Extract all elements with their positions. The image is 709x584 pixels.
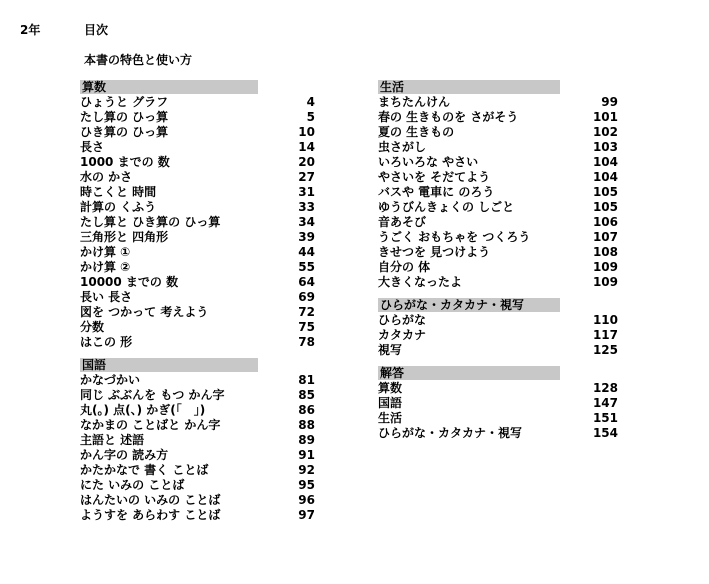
entry-page-number: 4 [306,95,315,109]
entry-title: なかまの ことばと かん字 [80,418,221,432]
toc-entry[interactable] [378,170,618,185]
entry-title: はんたいの いみの ことば [80,493,221,507]
entry-page-number: 64 [298,275,315,289]
entry-title: きせつを 見つけよう [378,245,491,259]
entry-page-number: 109 [592,260,618,274]
toc-entry[interactable] [378,125,618,140]
toc-entry[interactable] [378,245,618,260]
entry-page-number: 147 [592,396,618,410]
entry-page-number: 91 [298,448,315,462]
entry-page-number: 103 [592,140,618,154]
entry-page-number: 151 [592,411,618,425]
entry-page-number: 110 [592,313,618,327]
entry-page-number: 72 [298,305,315,319]
entry-title: 長さ [80,140,105,154]
toc-entry[interactable] [80,260,315,275]
grade-label: 2年 [20,23,41,37]
entry-title: 春の 生きものを さがそう [378,110,519,124]
right-column [378,80,618,441]
toc-entry[interactable] [80,403,315,418]
entry-title: 計算の くふう [80,200,157,214]
toc-entry[interactable] [378,275,618,290]
toc-entry[interactable] [378,230,618,245]
entry-title: 時こくと 時間 [80,185,157,199]
entry-page-number: 96 [298,493,315,507]
entry-page-number: 33 [298,200,315,214]
entry-title: かけ算 ② [80,260,131,274]
toc-entry[interactable] [80,373,315,388]
entry-page-number: 75 [298,320,315,334]
toc-entry[interactable] [80,200,315,215]
entry-title: にた いみの ことば [80,478,185,492]
entry-title: 同じ ぶぶんを もつ かん字 [80,388,225,402]
toc-entry[interactable] [80,170,315,185]
entry-page-number: 27 [298,170,315,184]
entry-page-number: 20 [298,155,315,169]
toc-entry[interactable] [80,493,315,508]
entry-title: 10000 までの 数 [80,275,179,289]
toc-entry[interactable] [378,426,618,441]
entry-page-number: 31 [298,185,315,199]
toc-entry[interactable] [80,448,315,463]
toc-entry[interactable] [80,508,315,523]
entry-title: 分数 [80,320,105,334]
entry-title: 図を つかって 考えよう [80,305,209,319]
entry-page-number: 108 [592,245,618,259]
entry-page-number: 88 [298,418,315,432]
toc-entry[interactable] [80,185,315,200]
entry-title: かけ算 ① [80,245,131,259]
entry-page-number: 104 [592,170,618,184]
toc-entry[interactable] [80,275,315,290]
entry-page-number: 101 [592,110,618,124]
toc-entry[interactable] [378,185,618,200]
entry-page-number: 92 [298,463,315,477]
entry-page-number: 109 [592,275,618,289]
toc-entry[interactable] [378,343,618,358]
section-heading: ひらがな・カタカナ・視写 [378,298,560,312]
toc-entry[interactable] [80,125,315,140]
toc-entry[interactable] [80,478,315,493]
entry-page-number: 95 [298,478,315,492]
entry-title: ひき算の ひっ算 [80,125,169,139]
entry-page-number: 97 [298,508,315,522]
entry-title: まちたんけん [378,95,451,109]
toc-section [80,358,315,523]
toc-entry[interactable] [378,155,618,170]
entry-page-number: 39 [298,230,315,244]
toc-entry[interactable] [378,328,618,343]
toc-entry[interactable] [80,215,315,230]
entry-page-number: 117 [592,328,618,342]
entry-page-number: 34 [298,215,315,229]
toc-entry[interactable] [378,396,618,411]
toc-section [378,366,618,441]
entry-page-number: 78 [298,335,315,349]
entry-page-number: 106 [592,215,618,229]
toc-entry[interactable] [378,110,618,125]
entry-title: 水の かさ [80,170,133,184]
entry-title: かなづかい [80,373,141,387]
toc-entry[interactable] [378,313,618,328]
toc-entry[interactable] [378,200,618,215]
toc-entry[interactable] [80,335,315,350]
entry-title: はこの 形 [80,335,133,349]
left-column [80,80,315,523]
toc-entry[interactable] [80,433,315,448]
entry-title: バスや 電車に のろう [378,185,495,199]
toc-entry[interactable] [80,463,315,478]
entry-title: 虫さがし [378,140,427,154]
entry-title: 1000 までの 数 [80,155,170,169]
toc-entry[interactable] [80,230,315,245]
entry-title: 夏の 生きもの [378,125,455,139]
toc-entry[interactable] [80,95,315,110]
entry-title: 自分の 体 [378,260,431,274]
entry-page-number: 69 [298,290,315,304]
entry-title: うごく おもちゃを つくろう [378,230,531,244]
entry-title: かん字の 読み方 [80,448,169,462]
entry-page-number: 105 [592,200,618,214]
entry-title: やさいを そだてよう [378,170,491,184]
entry-title: 視写 [378,343,403,357]
entry-page-number: 89 [298,433,315,447]
entry-page-number: 105 [592,185,618,199]
toc-entry[interactable] [80,110,315,125]
entry-page-number: 86 [298,403,315,417]
toc-entry[interactable] [80,320,315,335]
entry-title: 長い 長さ [80,290,133,304]
toc-entry[interactable] [80,155,315,170]
toc-section [378,80,618,290]
toc-entry[interactable] [80,290,315,305]
entry-page-number: 102 [592,125,618,139]
entry-page-number: 107 [592,230,618,244]
section-heading: 算数 [80,80,258,94]
page-title: 目次 [84,23,109,37]
toc-entry[interactable] [378,260,618,275]
toc-entry[interactable] [378,411,618,426]
entry-page-number: 55 [298,260,315,274]
entry-title: ようすを あらわす ことば [80,508,221,522]
entry-title: かたかなで 書く ことば [80,463,209,477]
entry-title: ひょうと グラフ [80,95,169,109]
toc-entry[interactable] [378,381,618,396]
entry-title: 算数 [378,381,403,395]
section-heading: 国語 [80,358,258,372]
entry-title: ひらがな [378,313,427,327]
toc-entry[interactable] [80,305,315,320]
intro-link[interactable]: 本書の特色と使い方 [84,53,193,67]
entry-title: ひらがな・カタカナ・視写 [378,426,523,440]
toc-section [378,298,618,358]
entry-page-number: 154 [592,426,618,440]
entry-title: いろいろな やさい [378,155,479,169]
entry-title: 三角形と 四角形 [80,230,169,244]
section-heading: 生活 [378,80,560,94]
toc-entry[interactable] [80,245,315,260]
toc-entry[interactable] [80,140,315,155]
entry-title: たし算の ひっ算 [80,110,169,124]
entry-page-number: 125 [592,343,618,357]
entry-page-number: 128 [592,381,618,395]
toc-entry[interactable] [378,140,618,155]
entry-title: たし算と ひき算の ひっ算 [80,215,221,229]
entry-page-number: 104 [592,155,618,169]
entry-title: カタカナ [378,328,427,342]
entry-page-number: 5 [306,110,315,124]
entry-title: 音あそび [378,215,427,229]
entry-page-number: 81 [298,373,315,387]
entry-title: 国語 [378,396,403,410]
entry-title: 生活 [378,411,403,425]
toc-entry[interactable] [80,388,315,403]
entry-page-number: 44 [298,245,315,259]
entry-page-number: 14 [298,140,315,154]
section-heading: 解答 [378,366,560,380]
entry-page-number: 85 [298,388,315,402]
toc-section [80,80,315,350]
entry-page-number: 10 [298,125,315,139]
entry-title: 主語と 述語 [80,433,145,447]
entry-title: ゆうびんきょくの しごと [378,200,515,214]
toc-entry[interactable] [378,95,618,110]
entry-title: 大きくなったよ [378,275,463,289]
entry-page-number: 99 [601,95,618,109]
toc-entry[interactable] [378,215,618,230]
toc-entry[interactable] [80,418,315,433]
entry-title: 丸(。) 点(、) かぎ(「 」) [80,403,206,417]
